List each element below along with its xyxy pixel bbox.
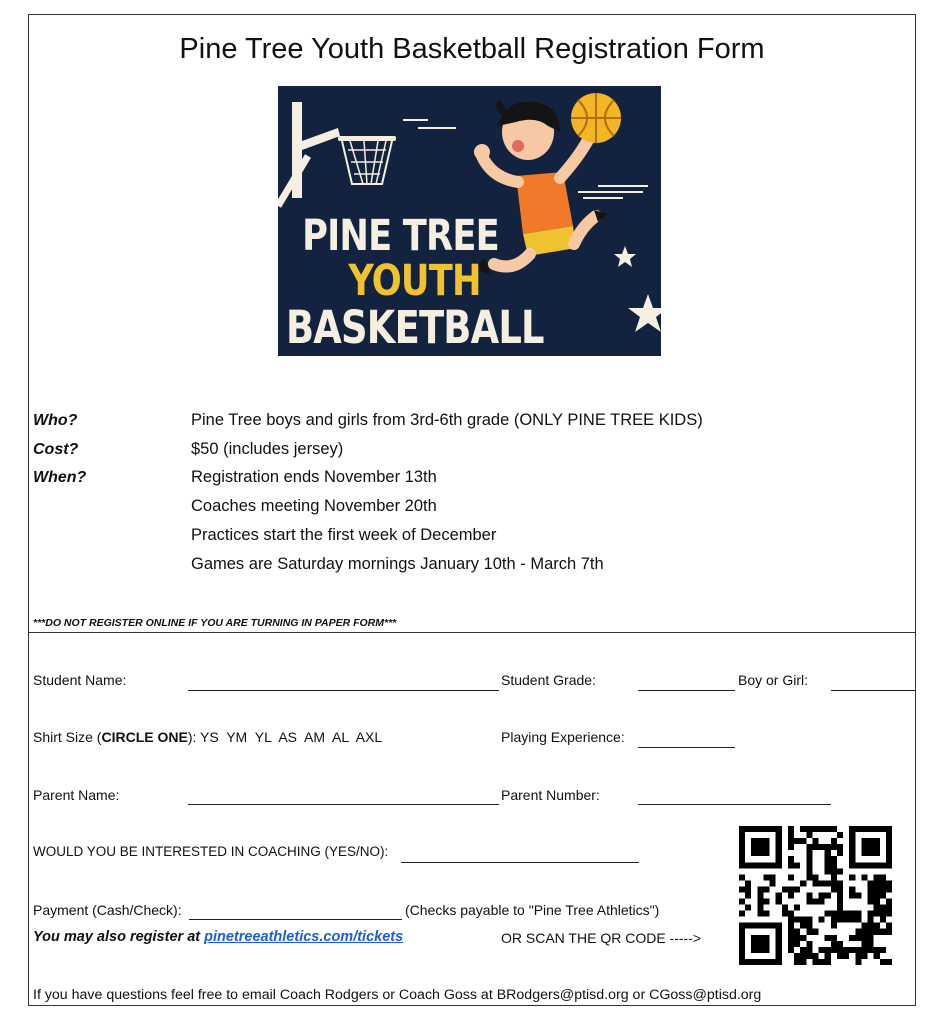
logo-line-1: PINE TREE <box>302 211 499 261</box>
checks-payable-text: (Checks payable to "Pine Tree Athletics") <box>405 902 660 918</box>
playing-experience-field[interactable] <box>638 747 735 748</box>
register-online-text: You may also register at pinetreeathletics.com/tickets <box>33 929 404 945</box>
basketball-hoop-icon <box>278 102 396 206</box>
page-title: Pine Tree Youth Basketball Registration Form <box>179 33 765 65</box>
logo-line-3: BASKETBALL <box>286 301 544 354</box>
parent-number-label: Parent Number: <box>501 787 600 803</box>
student-name-label: Student Name: <box>33 672 127 688</box>
boy-or-girl-field[interactable] <box>831 690 915 691</box>
parent-number-field[interactable] <box>638 804 831 805</box>
student-grade-label: Student Grade: <box>501 672 596 688</box>
coaching-label: WOULD YOU BE INTERESTED IN COACHING (YES/NO): <box>33 844 389 859</box>
register-link[interactable]: pinetreeathletics.com/tickets <box>204 929 404 945</box>
coaching-field[interactable] <box>401 862 639 863</box>
scan-qr-text: OR SCAN THE QR CODE -----> <box>501 930 702 946</box>
logo-line-2: YOUTH <box>348 256 481 306</box>
boy-or-girl-label: Boy or Girl: <box>738 672 809 688</box>
when-label: When? <box>33 469 87 486</box>
qr-code-icon[interactable] <box>739 826 892 965</box>
cost-text: $50 (includes jersey) <box>191 440 344 458</box>
warning-text: ***DO NOT REGISTER ONLINE IF YOU ARE TURNING IN PAPER FORM*** <box>33 617 397 629</box>
when-line: Registration ends November 13th <box>191 468 437 486</box>
section-divider <box>29 632 915 633</box>
star-icon <box>614 246 661 332</box>
cost-label: Cost? <box>33 441 79 458</box>
payment-field[interactable] <box>189 919 402 920</box>
shirt-size-label: Shirt Size (CIRCLE ONE): YS YM YL AS AM AL AXL <box>33 729 383 745</box>
when-line: Games are Saturday mornings January 10th - March 7th <box>191 555 604 573</box>
registration-form <box>28 14 916 1006</box>
parent-name-label: Parent Name: <box>33 787 120 803</box>
parent-name-field[interactable] <box>188 804 499 805</box>
payment-label: Payment (Cash/Check): <box>33 902 182 918</box>
logo-banner <box>278 86 661 356</box>
when-line: Coaches meeting November 20th <box>191 497 437 515</box>
basketball-icon <box>571 93 621 143</box>
who-label: Who? <box>33 412 78 429</box>
who-text: Pine Tree boys and girls from 3rd-6th grade (ONLY PINE TREE KIDS) <box>191 411 703 429</box>
when-line: Practices start the first week of December <box>191 526 497 544</box>
student-name-field[interactable] <box>188 690 499 691</box>
student-grade-field[interactable] <box>638 690 735 691</box>
playing-experience-label: Playing Experience: <box>501 729 625 745</box>
footer-contact-text: If you have questions feel free to email Coach Rodgers or Coach Goss at BRodgers@ptisd.org or CGoss@ptisd.org <box>33 987 762 1003</box>
